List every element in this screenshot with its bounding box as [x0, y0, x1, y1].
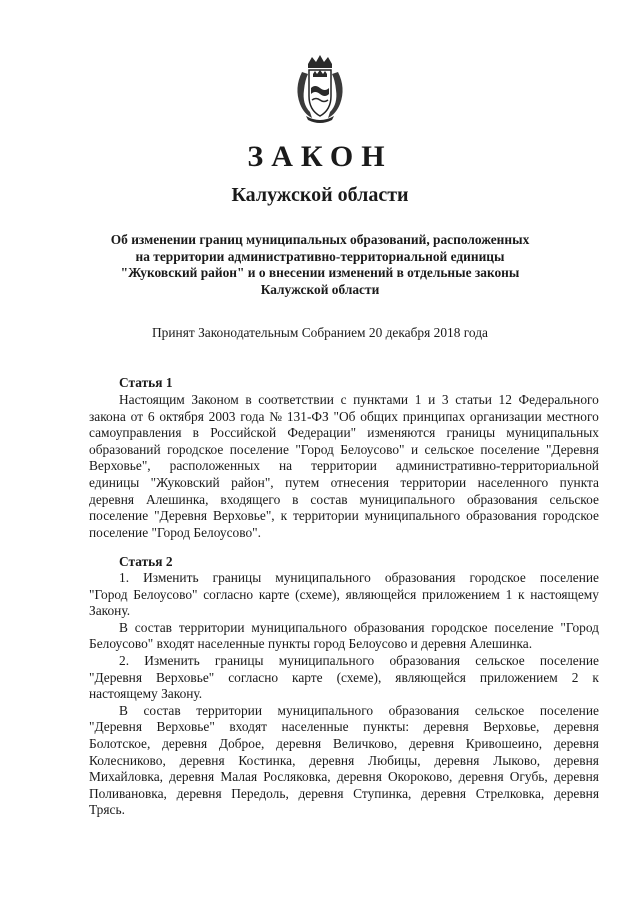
- text-line: Настоящим Законом в соответствии с пунктами 1 и 3 статьи 12 Федерального: [119, 392, 599, 407]
- text-line: 2. Изменить границы муниципального образования сельское поселение: [119, 652, 599, 668]
- document-title: ЗАКОН: [247, 140, 393, 173]
- article-2-title: Статья 2: [119, 554, 173, 569]
- text-line: Михайловка, деревня Малая Росляковка, деревня Окороково, деревня Огубь, деревня: [89, 769, 599, 785]
- text-line: 1. Изменить границы муниципального образования городское поселение: [119, 570, 599, 585]
- text-line: самоуправления в Российской Федерации" изменяются границы муниципальных: [89, 425, 599, 441]
- kaluga-coat-of-arms-icon: [290, 54, 350, 124]
- text-line: Поливановка, деревня Передоль, деревня Ступинка, деревня Стрелковка, деревня: [89, 785, 599, 801]
- text-line: настоящему Закону.: [89, 686, 203, 702]
- subject-line: Калужской области: [260, 281, 380, 297]
- article-1-body: [89, 392, 599, 541]
- text-line: "Деревня Верховье" входят населенные пункты: деревня Верховье, деревня: [89, 719, 599, 735]
- text-line: единицы "Жуковский район", путем отнесения территории населенного пункта: [89, 474, 599, 490]
- text-line: "Деревня Верховье" согласно карте (схеме), являющейся приложением 2 к: [89, 669, 599, 685]
- text-line: Трясь.: [89, 802, 125, 818]
- text-line: закона от 6 октября 2003 года № 131-ФЗ "Об общих принципах организации местного: [89, 408, 599, 424]
- subject-line: на территории административно-территориальной единицы: [135, 248, 505, 264]
- text-line: деревня Алешинка, входящего в состав муниципального образования сельское: [89, 491, 599, 507]
- subject-line: Об изменении границ муниципальных образований, расположенных: [110, 232, 530, 247]
- text-line: образований городское поселение "Город Белоусово" и сельское поселение "Деревня: [89, 441, 599, 457]
- text-line: В состав территории муниципального образования сельское поселение: [119, 702, 599, 718]
- article-1-title: Статья 1: [119, 375, 173, 390]
- text-line: Верховье", расположенных на территории административно-территориальной: [89, 458, 599, 474]
- article-2-body: [89, 570, 599, 819]
- document-subject: [80, 232, 560, 298]
- text-line: поселение "Деревня Верховье", к территории муниципального образования городское: [89, 508, 599, 524]
- subject-line: "Жуковский район" и о внесении изменений в отдельные законы: [120, 265, 520, 280]
- text-line: Болотское, деревня Доброе, деревня Величково, деревня Кривошеино, деревня: [89, 735, 599, 751]
- text-line: "Город Белоусово" согласно карте (схеме), являющейся приложением 1 к настоящему: [89, 586, 599, 602]
- text-line: поселение "Город Белоусово".: [89, 524, 261, 540]
- text-line: Белоусово" входят населенные пункты город Белоусово и деревня Алешинка.: [89, 636, 533, 652]
- document-region: Калужской области: [231, 184, 409, 206]
- adoption-note: Принят Законодательным Собранием 20 декабря 2018 года: [152, 325, 488, 340]
- text-line: Колесниково, деревня Костинка, деревня Любицы, деревня Лыково, деревня: [89, 752, 599, 768]
- text-line: В состав территории муниципального образования городское поселение "Город: [119, 619, 599, 635]
- text-line: Закону.: [89, 603, 131, 619]
